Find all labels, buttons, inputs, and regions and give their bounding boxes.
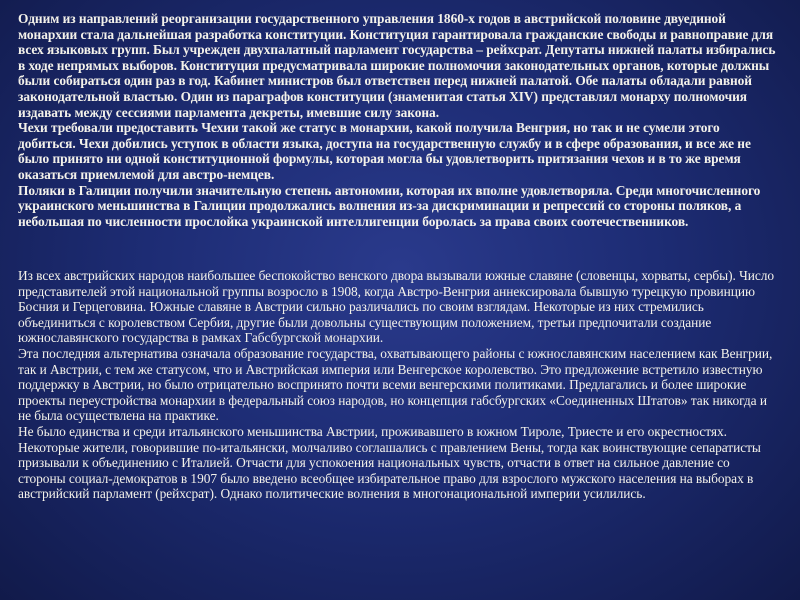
text-block-south-slavs xyxy=(18,268,780,502)
paragraph-poles-galicia: Поляки в Галиции получили значительную степень автономии, которая их вполне удовлетворяла. Среди многочисленного украинского меньшинства в Галиции продолжались волнения из-за дискриминации и репрессий со стороны поляков, а небольшая по численности прослойка украинской интеллигенции боролась за права своих соотечественников. xyxy=(18,182,761,229)
paragraph-south-slavs: Из всех австрийских народов наибольшее беспокойство венского двора вызывали южные славяне (словенцы, хорваты, сербы). Число представителей этой национальной группы возросло в 1908, когда Австро-Венгрия аннексировала бывшую турецкую провинцию Босния и Герцеговина. Южные славяне в Австрии сильно различались по своим взглядам. Некоторые из них стремились объединиться с королевством Сербия, другие были довольны существующим положением, третьи предпочитали создание южнославянского государства в рамках Габсбургской монархии. xyxy=(18,268,775,346)
paragraph-czechs: Чехи требовали предоставить Чехии такой же статус в монархии, какой получила Венгрия, но так и не сумели этого добиться. Чехи добились уступок в области языка, доступа на государственную службу и в сфере образования, и все же не было принято ни одной конституционной формулы, которая могла бы удовлетворить притязания чехов и в то же время оказаться приемлемой для австро-немцев. xyxy=(18,120,751,182)
paragraph-italians: Не было единства и среди итальянского меньшинства Австрии, проживавшего в южном Тироле, Триесте и его окрестностях. Некоторые жители, говорившие по-итальянски, молчаливо соглашались с правлением Вены, тогда как воинствующие сепаратисты призывали к объединению с Италией. Отчасти для успокоения национальных чувств, отчасти в ответ на сильное давление со стороны социал-демократов в 1907 было введено всеобщее избирательное право для взрослого мужского населения на выборах в австрийский парламент (рейхсрат). Однако политические волнения в многонациональной империи усилились. xyxy=(18,423,761,502)
paragraph-constitution: Одним из направлений реорганизации государственного управления 1860-х годов в австрийской половине двуединой монархии стала дальнейшая разработка конституции. Конституция гарантировала гражданские свободы и равноправие для всех языковых групп. Был учрежден двухпалатный парламент государства – рейхсрат. Депутаты нижней палаты избирались в ходе непрямых выборов. Конституция предусматривала широкие полномочия законодательных органов, которые должны были собираться один раз в год. Кабинет министров был ответствен перед нижней палатой. Обе палаты обладали равной законодательной властью. Один из параграфов конституции (знаменитая статья XIV) представлял монарху полномочия издавать между сессиями парламента декреты, имевшие силу закона. xyxy=(18,11,776,120)
paragraph-alternative: Эта последняя альтернатива означала образование государства, охватывающего районы с южнославянским населением как Венгрии, так и Австрии, с тем же статусом, что и Австрийская империя или Венгерское королевство. Это предложение встретило известную поддержку в Австрии, но было отрицательно воспринято почти всеми венгерскими политиками. Предлагались и более широкие проекты переустройства монархии в федеральный союз народов, но концепция габсбургских «Соединенных Штатов» так никогда и не была осуществлена на практике. xyxy=(18,345,773,424)
text-block-constitution xyxy=(18,11,780,229)
